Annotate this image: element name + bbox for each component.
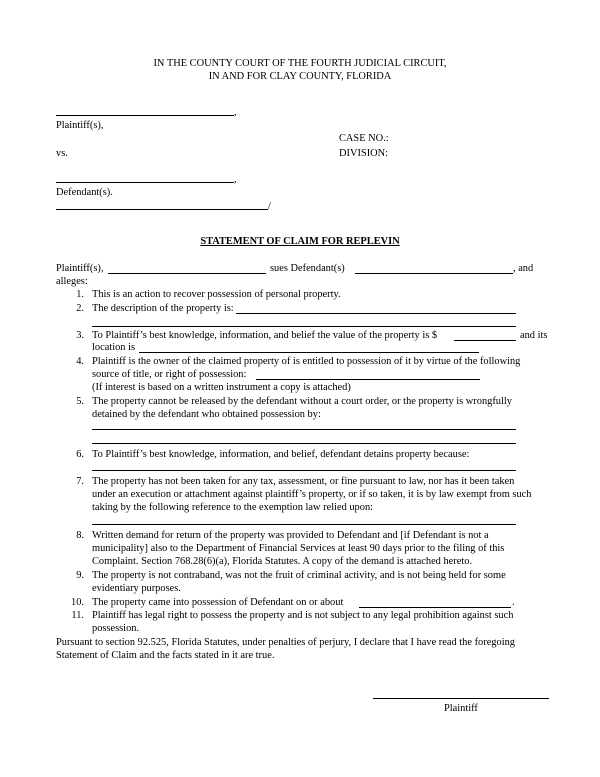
possession-line[interactable]	[92, 429, 516, 430]
item-text: .	[512, 597, 515, 608]
item-text: (If interest is based on a written instrument a copy is attached)	[92, 382, 351, 393]
defendant-label: Defendant(s).	[56, 187, 113, 198]
comma-1: ,	[234, 107, 237, 118]
item-text: evidentiary purposes.	[92, 583, 181, 594]
item-number: 3.	[76, 330, 84, 341]
property-description-line[interactable]	[236, 313, 516, 314]
item-text: This is an action to recover possession of personal property.	[92, 289, 341, 300]
case-no-label: CASE NO.:	[339, 133, 389, 144]
item-number: 4.	[76, 356, 84, 367]
vs-label: vs.	[56, 148, 68, 159]
item-number: 6.	[76, 449, 84, 460]
court-header-line1: IN THE COUNTY COURT OF THE FOURTH JUDICIAL CIRCUIT,	[153, 58, 447, 69]
item-text: The property came into possession of Defendant on or about	[92, 597, 344, 608]
title-source-line[interactable]	[256, 379, 480, 380]
item-number: 11.	[71, 610, 84, 621]
court-header-line2: IN AND FOR CLAY COUNTY, FLORIDA	[208, 71, 392, 82]
intro-and: , and	[513, 263, 534, 274]
intro-sues: sues Defendant(s)	[270, 263, 345, 274]
item-number: 9.	[76, 570, 84, 581]
document-title: STATEMENT OF CLAIM FOR REPLEVIN	[200, 236, 400, 247]
item-number: 10.	[71, 597, 84, 608]
detain-reason-line[interactable]	[92, 470, 516, 471]
item-text: To Plaintiff’s best knowledge, information, and belief, defendant detains property because:	[92, 449, 470, 460]
possession-date-line[interactable]	[359, 607, 511, 608]
comma-2: ,	[234, 174, 237, 185]
property-description-line[interactable]	[92, 326, 516, 327]
defendant-name-line[interactable]	[56, 182, 234, 183]
item-number: 5.	[76, 396, 84, 407]
item-text: The property cannot be released by the defendant without a court order, or the property is wrongfully	[92, 396, 512, 407]
item-text: and its	[520, 330, 548, 341]
item-text: municipality] also to the Department of Financial Services at least 90 days prior to the filing of this	[92, 543, 505, 554]
item-number: 2.	[76, 303, 84, 314]
item-number: 7.	[76, 476, 84, 487]
item-text: The description of the property is:	[92, 303, 234, 314]
intro-defendant-line[interactable]	[355, 273, 513, 274]
item-text: location is	[92, 342, 135, 353]
item-text: under an execution or attachment against plaintiff’s property, or if so taken, it is by law exempt from such	[92, 489, 532, 500]
item-text: possession.	[92, 623, 140, 634]
property-value-line[interactable]	[454, 340, 516, 341]
item-text: Plaintiff has legal right to possess the property and is not subject to any legal prohibition against such	[92, 610, 514, 621]
caption-slash: /	[268, 201, 271, 212]
exemption-line[interactable]	[92, 524, 516, 525]
property-location-line[interactable]	[139, 352, 479, 353]
possession-line[interactable]	[92, 443, 516, 444]
intro-plaintiffs: Plaintiff(s),	[56, 263, 104, 274]
item-text: Plaintiff is the owner of the claimed property of is entitled to possession of it by virtue of the following	[92, 356, 521, 367]
item-text: source of title, or right of possession:	[92, 369, 247, 380]
caption-bottom-line	[56, 209, 268, 210]
signature-line[interactable]	[373, 698, 549, 699]
item-text: detained by the defendant who obtained possession by:	[92, 409, 321, 420]
item-text: The property has not been taken for any tax, assessment, or fine pursuant to law, nor has it been taken	[92, 476, 515, 487]
intro-alleges: alleges:	[56, 276, 88, 287]
item-text: To Plaintiff’s best knowledge, information, and belief the value of the property is $	[92, 330, 438, 341]
item-text: Written demand for return of the property was provided to Defendant and [if Defendant is not a	[92, 530, 489, 541]
plaintiff-label: Plaintiff(s),	[56, 120, 104, 131]
plaintiff-name-line[interactable]	[56, 115, 234, 116]
item-text: Complaint. Section 768.28(6)(a), Florida Statutes. A copy of the demand is attached hereto.	[92, 556, 473, 567]
signature-label: Plaintiff	[444, 703, 478, 714]
item-number: 1.	[76, 289, 84, 300]
item-text: The property is not contraband, was not the fruit of criminal activity, and is not being held for some	[92, 570, 506, 581]
item-text: taking by the following reference to the exemption law relied upon:	[92, 502, 374, 513]
perjury-declaration: Pursuant to section 92.525, Florida Statutes, under penalties of perjury, I declare that I have read the foregoing	[56, 637, 515, 648]
intro-plaintiff-line[interactable]	[108, 273, 266, 274]
perjury-declaration: Statement of Claim and the facts stated in it are true.	[56, 650, 275, 661]
division-label: DIVISION:	[339, 148, 389, 159]
item-number: 8.	[76, 530, 84, 541]
